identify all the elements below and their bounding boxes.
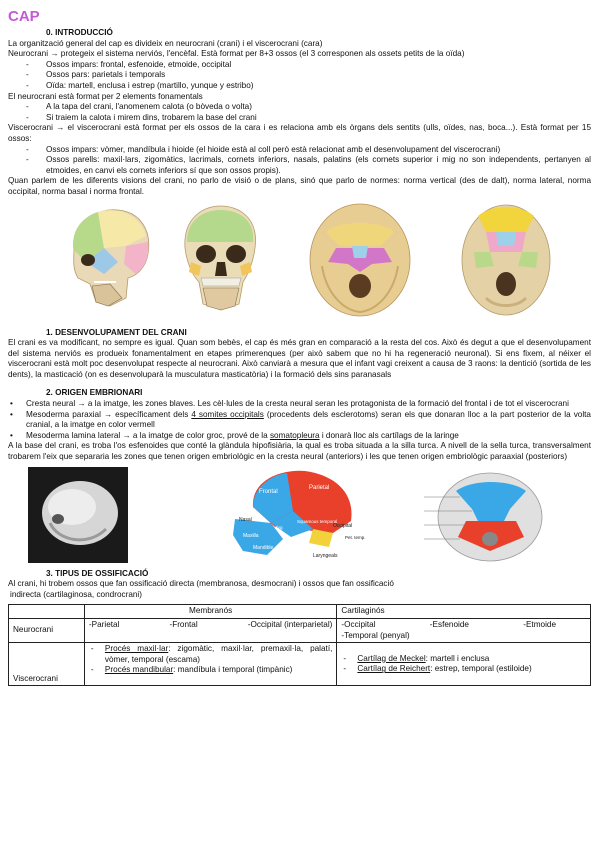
paragraph: El neurocrani està format per 2 elements fonamentals: [8, 91, 203, 101]
paragraph: El crani es va modificant, no sempre es igual. Quan som bebès, el cap és més gran en comparació a la resta del cos. Això és degut a que el desenvolupament del sistema nerviós es produeix fonamentalment en etapes primerenques (per això sabem que no hi ha regeneració neuronal). Si ens fixem, al néixer el viscerocrani està molt poc desenvolupat respecte al neurocrani. Això canviarà a mesura que el infant vagi creixent a causa de 3 raons: la dentició (sortida de les dents), la masticació (on es desenvoluparà la musculatura masticatòria) i la formació dels sins paranasals: [8, 338, 591, 379]
label-zyg: Zyg: [275, 524, 283, 530]
section-heading-ossificacio: 3. TIPUS DE OSSIFICACIÓ: [46, 568, 149, 578]
list-item: - Ossos pars: parietals i temporals: [8, 70, 591, 81]
table-header-row: [9, 605, 591, 619]
skull-base-interior-image: [306, 202, 414, 320]
skull-base-exterior-image: [456, 202, 556, 320]
table-header-cartilaginos: Cartilaginós: [337, 605, 591, 619]
document-page: [8, 8, 591, 686]
list-item: - Procés maxil·lar: zigomàtic, maxil·lar, premaxil·la, palatí, vòmer, temporal (escama): [89, 644, 332, 665]
label-maxilla: Maxilla: [243, 532, 259, 539]
list-item: - Ossos impars: frontal, esfenoide, etmoide, occipital: [8, 60, 591, 71]
fetal-skull-photo: [28, 467, 128, 563]
section-heading-desenvolupament: 1. DESENVOLUPAMENT DEL CRANI: [46, 327, 187, 337]
table-header-empty: [9, 605, 85, 619]
paragraph: indirecta (cartilaginosa, condrocrani): [10, 589, 142, 599]
label-occipital: Occipital: [333, 522, 353, 529]
list-item: - Oïda: martell, enclusa i estrep (martillo, yunque y estribo): [8, 81, 591, 92]
label-mandible: Mandible: [253, 544, 274, 551]
list-neurocrani-elements: [8, 102, 591, 123]
paragraph: Al crani, hi trobem ossos que fan ossificació directa (membranosa, desmocrani) i ossos que fan ossificació: [8, 579, 394, 589]
table-cell: [337, 643, 591, 686]
section-heading-introduccio: 0. INTRODUCCIÓ: [46, 28, 113, 37]
list-item: • Mesoderma lamina lateral → a la imatge de color groc, prové de la somatopleura i donarà lloc als cartílags de la laringe: [8, 431, 591, 442]
table-row: [9, 619, 591, 643]
embryology-images-row: [8, 467, 591, 567]
label-pet-temp: Pet. temp.: [345, 534, 366, 540]
list-item: - Cartílag de Meckel: martell i enclusa: [341, 654, 586, 665]
paragraph: Neurocrani → protegeix el sistema nerviós, l'encèfal. Està format per 8+3 ossos (el 3 corresponen als ossets petits de la oïda): [8, 49, 465, 59]
list-item: - Procés mandibular: mandíbula i temporal (timpànic): [89, 665, 332, 676]
list-item: - Cartílag de Reichert: estrep, temporal (estiloide): [341, 664, 586, 675]
list-item: • Mesoderma paraxial → específicament dels 4 somites occipitals (procedents dels esclerotoms) seran els que donaran lloc a la part posterior de la volta cranial, a la imatge en color vermell: [8, 410, 591, 431]
skull-images-row: [8, 202, 591, 322]
label-nasal: Nasal: [239, 516, 252, 523]
skull-frontal-image: [173, 202, 268, 320]
ossification-table: [8, 604, 591, 686]
row-label-viscerocrani: Viscerocrani: [9, 643, 85, 686]
table-cell: -Parietal -Frontal -Occipital (interparietal): [84, 619, 336, 643]
section-heading-origen: 2. ORIGEN EMBRIONARI: [46, 388, 143, 398]
list-neurocrani-bones: [8, 60, 591, 92]
label-frontal: Frontal: [259, 488, 278, 495]
skull-base-origin-diagram: [420, 467, 550, 563]
list-item: • Cresta neural → a la imatge, les zones blaves. Les cèl·lules de la cresta neural seran les protagonista de la formació del frontal i de tot el viscerocrani: [8, 399, 591, 410]
paragraph: A la base del crani, es troba l'os esfenoides que conté la glàndula hipofisiària, la qual es troba situada a la silla turca. A nivell de la sella turca, transversalment trobarem l'eix que separaria les zones que tenen origen embriològic en la cresta neural (anteriors) i les que tenen origen embriològic paraaxial (posteriors): [8, 441, 591, 462]
label-parietal: Parietal: [309, 484, 330, 491]
row-label-neurocrani: Neurocrani: [9, 619, 85, 643]
list-item: - A la tapa del crani, l'anomenem calota (o bòveda o volta): [8, 102, 591, 113]
table-row: [9, 643, 591, 686]
list-embryonic-origins: [8, 399, 591, 441]
paragraph: Viscerocrani → el viscerocrani està format per els ossos de la cara i es relaciona amb els òrgans dels sentits (ulls, oïdes, nas, boca...). Està format per 15 ossos:: [8, 123, 591, 143]
table-cell: [84, 643, 336, 686]
list-item: - Ossos impars: vòmer, mandíbula i hioide (el hioide està al coll però està relacionat amb el desenvolupament del viscerocrani): [8, 145, 591, 156]
list-item: - Si traiem la calota i mirem dins, trobarem la base del crani: [8, 113, 591, 124]
label-laryngeals: Laryngeals: [313, 552, 338, 559]
paragraph: La organització general del cap es divideix en neurocrani (crani) i el viscerocrani (cara): [8, 38, 323, 48]
embryonic-origin-diagram: [213, 467, 373, 563]
table-cell: -Occipital -Esfenoide -Etmoide -Temporal (penyal): [337, 619, 591, 643]
table-header-membranos: Membranós: [84, 605, 336, 619]
paragraph: Quan parlem de les diferents visions del crani, no parlo de visió o de plans, sinó que parlo de normes: norma vertical (des de dalt), norma lateral, norma occipital, norma basal i norma frontal.: [8, 176, 591, 196]
doc-title: CAP: [8, 8, 40, 25]
skull-lateral-image: [56, 202, 156, 320]
list-viscerocrani-bones: [8, 145, 591, 177]
label-squamous: Squamous temporal: [297, 518, 338, 524]
list-item: - Ossos parells: maxil·lars, zigomàtics, lacrimals, cornets inferiors, nasals, palatins (els cornets superior i mig no son independents, pertanyen al etmoides, en canvi els cornets inferiors sí que son ossos propis).: [8, 155, 591, 176]
